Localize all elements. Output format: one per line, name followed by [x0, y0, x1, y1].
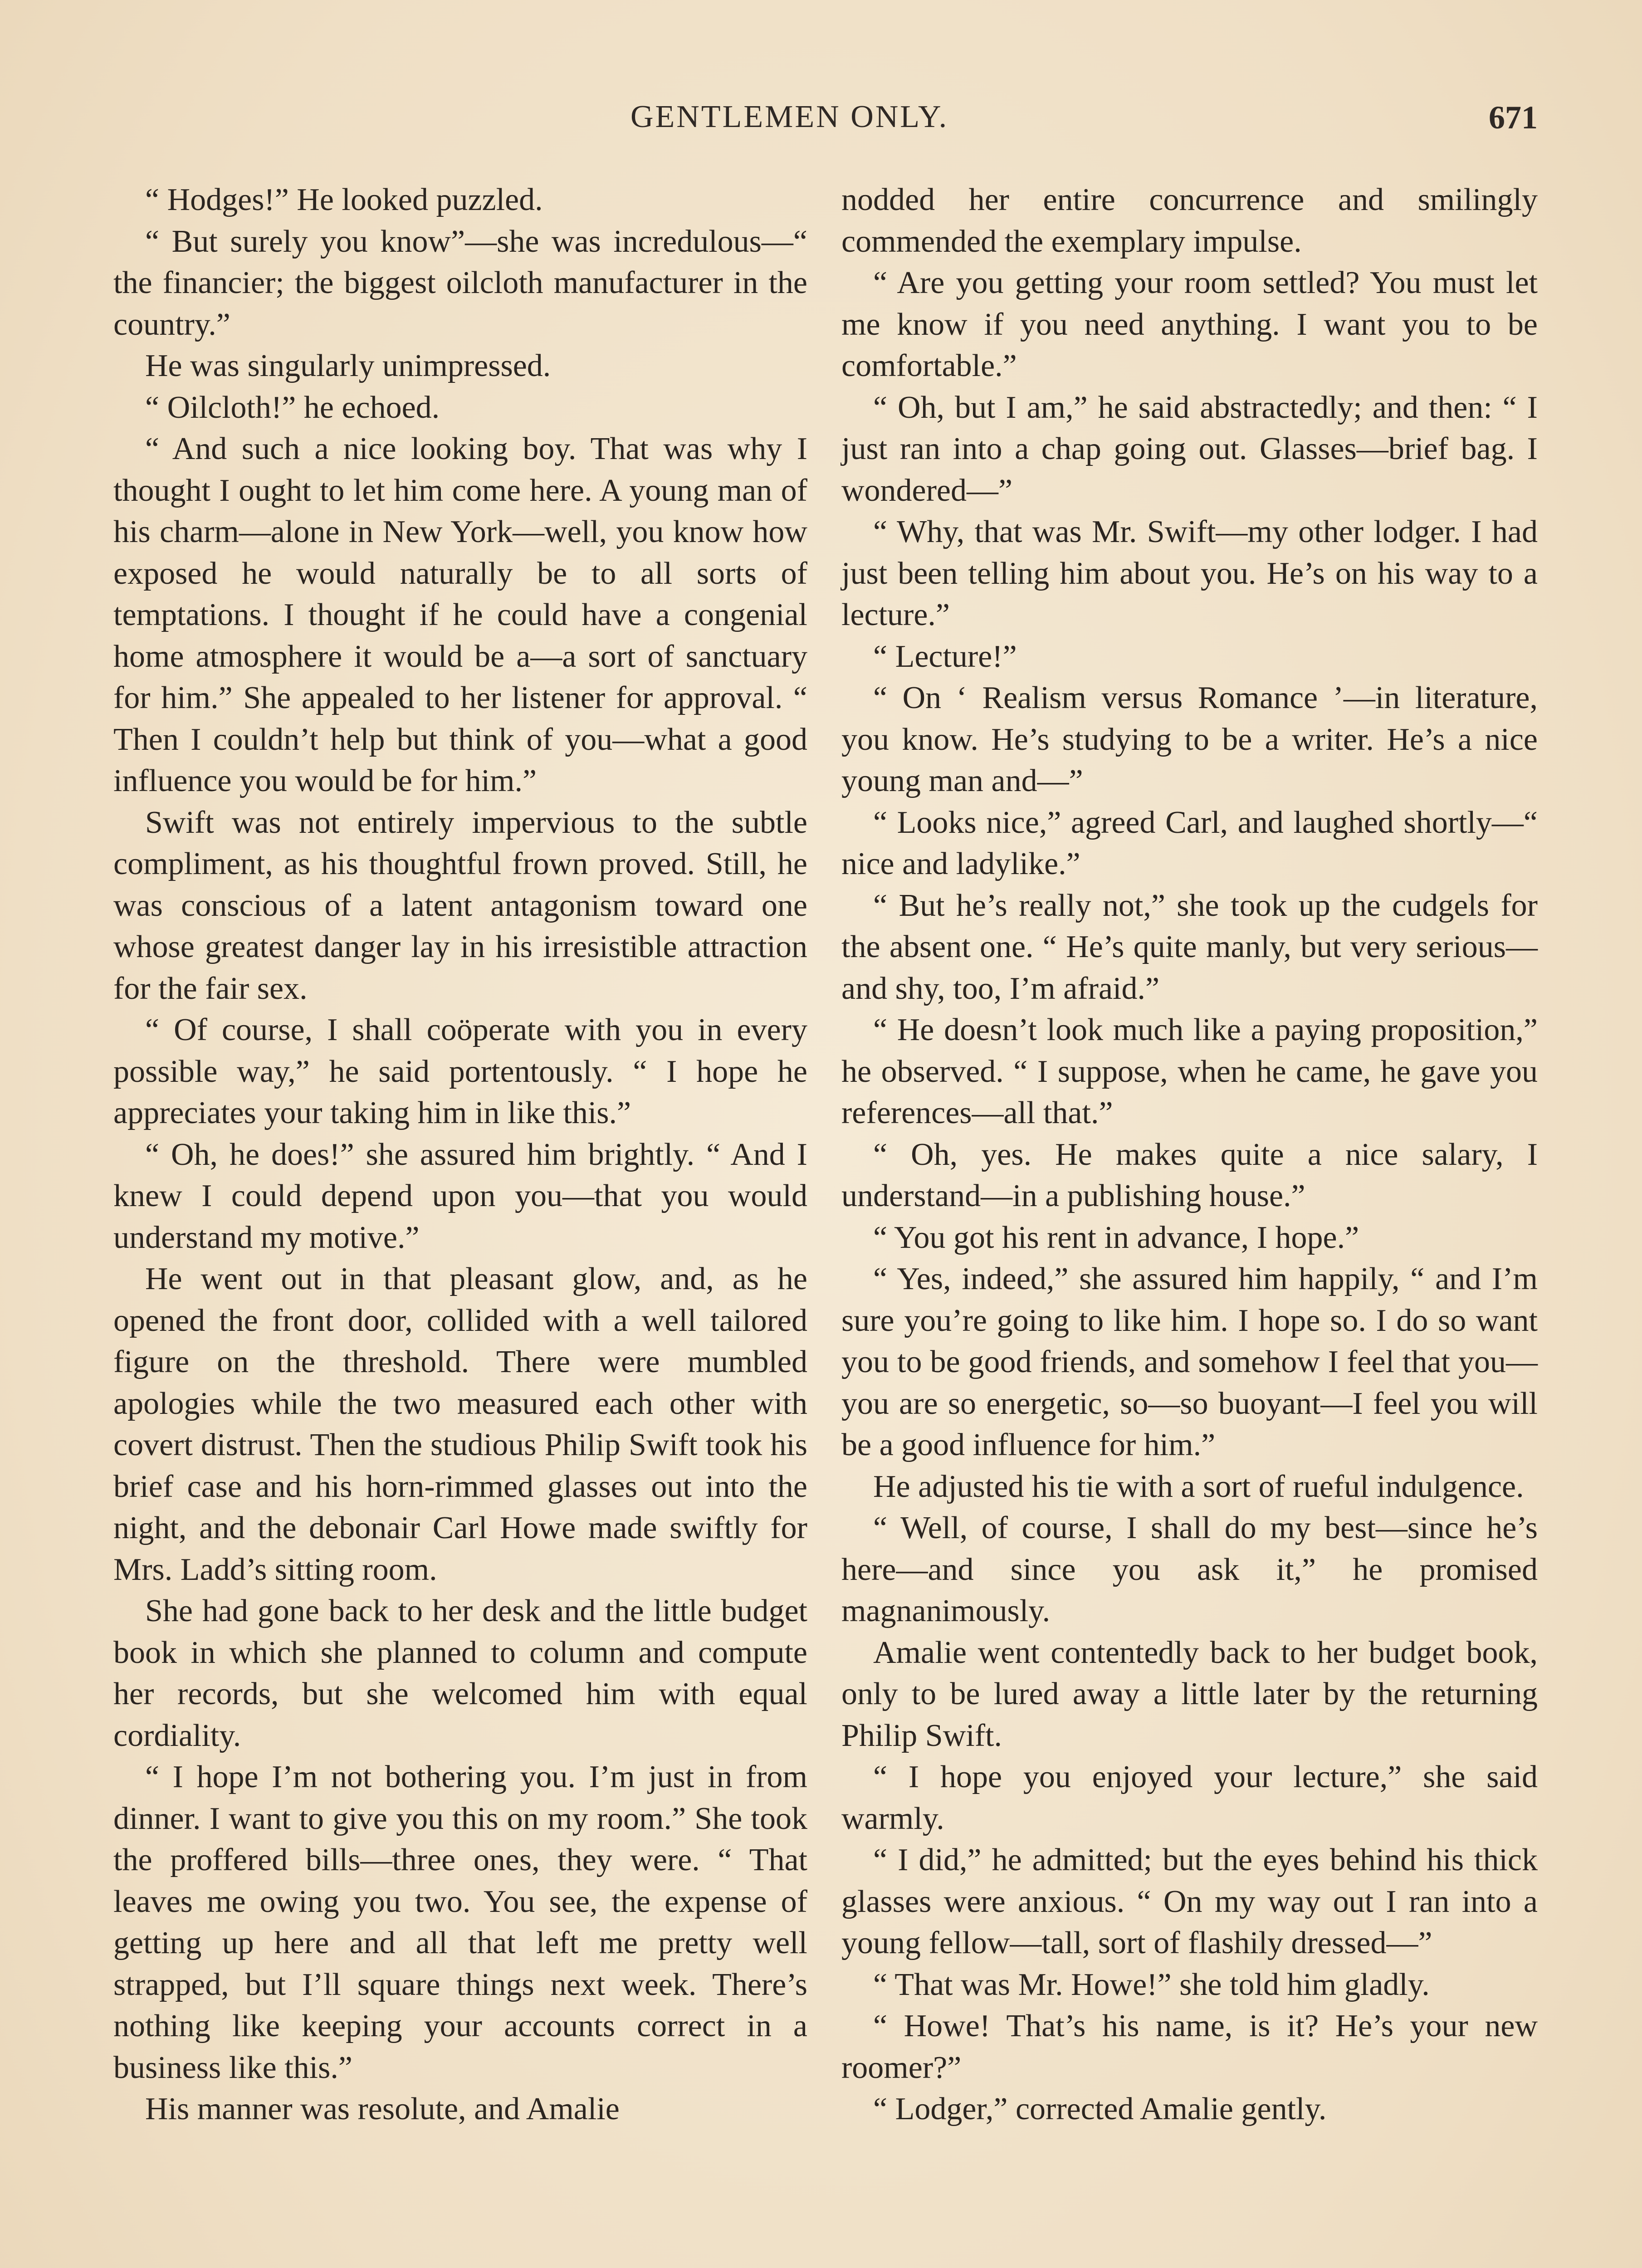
- page-number: 671: [1489, 99, 1538, 136]
- paragraph: “ Hodges!” He looked puzzled.: [145, 182, 543, 217]
- paragraph: “ I hope I’m not bothering you. I’m just in from dinner. I want to give you this on my room.” She took the proffered bills—three ones, they were. “ That leaves me owing you two. You see, the expense of getting up here and all that left me pretty well strapped, but I’ll square things next week. There’s nothing like keeping your accounts correct in a business like this.”: [113, 1760, 807, 2085]
- paragraph: “ Oh, but I am,” he said abstractedly; and then: “ I just ran into a chap going out. Glasses—brief bag. I wondered—”: [841, 390, 1538, 508]
- paragraph: “ Why, that was Mr. Swift—my other lodger. I had just been telling him about you. He’s on his way to a lecture.”: [841, 514, 1538, 632]
- paragraph: “ Howe! That’s his name, is it? He’s your new roomer?”: [841, 2009, 1538, 2085]
- paragraph: She had gone back to her desk and the little budget book in which she planned to column and compute her records, but she welcomed him with equal cordiality.: [113, 1593, 807, 1753]
- paragraph: “ Looks nice,” agreed Carl, and laughed shortly—“ nice and ladylike.”: [841, 805, 1538, 881]
- paragraph: “ Lecture!”: [873, 639, 1017, 674]
- paragraph: “ But he’s really not,” she took up the cudgels for the absent one. “ He’s quite manly, but very serious—and shy, too, I’m afraid.”: [841, 888, 1538, 1006]
- paragraph: “ Oh, he does!” she assured him brightly. “ And I knew I could depend upon you—that you would understand my motive.”: [113, 1137, 807, 1255]
- paragraph-continued: nodded her entire concurrence and smilingly commended the exemplary impulse.: [841, 182, 1538, 259]
- paragraph: “ I did,” he admitted; but the eyes behind his thick glasses were anxious. “ On my way out I ran into a young fellow—tall, sort of flashily dressed—”: [841, 1843, 1538, 1960]
- paragraph: “ He doesn’t look much like a paying proposition,” he observed. “ I suppose, when he came, he gave you references—all that.”: [841, 1012, 1538, 1130]
- paragraph: “ But surely you know”—she was incredulous—“ the financier; the biggest oilcloth manufacturer in the country.”: [113, 224, 807, 342]
- paragraph: He adjusted his tie with a sort of rueful indulgence.: [873, 1469, 1524, 1504]
- left-column: [113, 179, 807, 2130]
- paragraph: He was singularly unimpressed.: [145, 348, 551, 383]
- running-title: GENTLEMEN ONLY.: [630, 99, 949, 134]
- paragraph: “ That was Mr. Howe!” she told him gladly.: [873, 1967, 1430, 2002]
- paragraph: He went out in that pleasant glow, and, as he opened the front door, collided with a well tailored figure on the threshold. There were mumbled apologies while the two measured each other with covert distrust. Then the studious Philip Swift took his brief case and his horn-rimmed glasses out into the night, and the debonair Carl Howe made swiftly for Mrs. Ladd’s sitting room.: [113, 1261, 807, 1587]
- paragraph: Amalie went contentedly back to her budget book, only to be lured away a little later by the returning Philip Swift.: [841, 1635, 1538, 1753]
- paragraph: “ And such a nice looking boy. That was why I thought I ought to let him come here. A young man of his charm—alone in New York—well, you know how exposed he would naturally be to all sorts of temptations. I thought if he could have a congenial home atmosphere it would be a—a sort of sanctuary for him.” She appealed to her listener for approval. “ Then I couldn’t help but think of you—what a good influence you would be for him.”: [113, 431, 807, 798]
- right-column: [841, 179, 1538, 2130]
- paragraph: “ Oilcloth!” he echoed.: [145, 390, 440, 425]
- paragraph: Swift was not entirely impervious to the subtle compliment, as his thoughtful frown proved. Still, he was conscious of a latent antagonism toward one whose greatest danger lay in his irresistible attraction for the fair sex.: [113, 805, 807, 1006]
- paragraph: “ Lodger,” corrected Amalie gently.: [873, 2092, 1327, 2126]
- running-head: [0, 99, 1642, 140]
- paragraph: “ You got his rent in advance, I hope.”: [873, 1220, 1359, 1255]
- paragraph: “ Well, of course, I shall do my best—since he’s here—and since you ask it,” he promised magnanimously.: [841, 1510, 1538, 1628]
- paragraph: “ Oh, yes. He makes quite a nice salary, I understand—in a publishing house.”: [841, 1137, 1538, 1213]
- paragraph: “ Of course, I shall coöperate with you in every possible way,” he said portentously. “ I hope he appreciates your taking him in like this.”: [113, 1012, 807, 1130]
- paragraph: His manner was resolute, and Amalie: [145, 2092, 620, 2126]
- paragraph: “ I hope you enjoyed your lecture,” she said warmly.: [841, 1760, 1538, 1836]
- paragraph: “ Yes, indeed,” she assured him happily, “ and I’m sure you’re going to like him. I hope so. I do so want you to be good friends, and somehow I feel that you—you are so energetic, so—so buoyant—I feel you will be a good influence for him.”: [841, 1261, 1538, 1462]
- paragraph: “ On ‘ Realism versus Romance ’—in literature, you know. He’s studying to be a writer. He’s a nice young man and—”: [841, 680, 1538, 798]
- paragraph: “ Are you getting your room settled? You must let me know if you need anything. I want you to be comfortable.”: [841, 265, 1538, 383]
